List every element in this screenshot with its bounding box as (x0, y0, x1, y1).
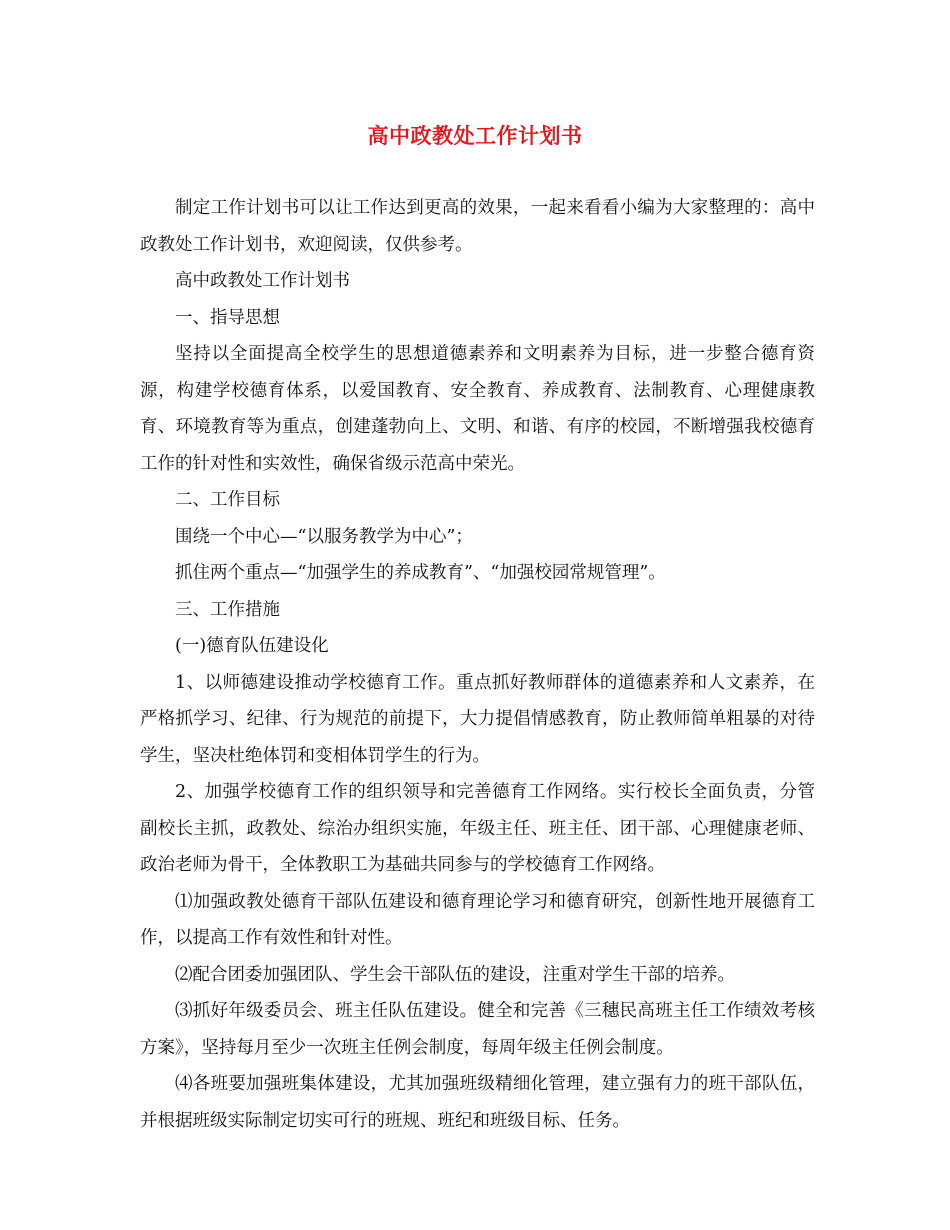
measure-subitem-2: ⑵配合团委加强团队、学生会干部队伍的建设，注重对学生干部的培养。 (175, 964, 735, 985)
section-heading-work-measures: 三、工作措施 (175, 599, 280, 620)
measure-item-2: 2、加强学校德育工作的组织领导和完善德育工作网络。实行校长全面负责，分管副校长主抓，政教处、综治办组织实施，年级主任、班主任、团干部、心理健康老师、政治老师为骨干，全体教职工为基础共同参与的学校德育工作网络。 (140, 782, 815, 875)
section-heading-work-goals: 二、工作目标 (175, 490, 280, 510)
intro-paragraph: 制定工作计划书可以让工作达到更高的效果，一起来看看小编为大家整理的：高中政教处工作计划书，欢迎阅读，仅供参考。 (140, 198, 815, 255)
document-body (140, 190, 815, 1139)
measure-subitem-4: ⑷各班要加强班集体建设，尤其加强班级精细化管理，建立强有力的班干部队伍，并根据班级实际制定切实可行的班规、班纪和班级目标、任务。 (140, 1074, 815, 1131)
guiding-ideology-paragraph: 坚持以全面提高全校学生的思想道德素养和文明素养为目标，进一步整合德育资源，构建学校德育体系，以爱国教育、安全教育、养成教育、法制教育、心理健康教育、环境教育等为重点，创建蓬勃向上、文明、和谐、有序的校园，不断增强我校德育工作的针对性和实效性，确保省级示范高中荣光。 (140, 344, 815, 474)
goal-focus-paragraph: 抓住两个重点—“加强学生的养成教育”、“加强校园常规管理”。 (175, 563, 666, 583)
document-title: 高中政教处工作计划书 (367, 123, 583, 148)
subtitle-paragraph: 高中政教处工作计划书 (175, 271, 350, 291)
measure-item-1: 1、以师德建设推动学校德育工作。重点抓好教师群体的道德素养和人文素养，在严格抓学习、纪律、行为规范的前提下，大力提倡情感教育，防止教师简单粗暴的对待学生，坚决杜绝体罚和变相体罚学生的行为。 (140, 672, 815, 766)
section-heading-guiding-ideology: 一、指导思想 (175, 307, 280, 328)
measure-subitem-3: ⑶抓好年级委员会、班主任队伍建设。健全和完善《三穗民高班主任工作绩效考核方案》，坚持每月至少一次班主任例会制度，每周年级主任例会制度。 (140, 1001, 815, 1058)
subsection-heading-team-building: (一)德育队伍建设化 (175, 636, 329, 656)
goal-center-paragraph: 围绕一个中心—“以服务教学为中心”； (175, 526, 473, 547)
measure-subitem-1: ⑴加强政教处德育干部队伍建设和德育理论学习和德育研究，创新性地开展德育工作，以提高工作有效性和针对性。 (140, 891, 815, 948)
